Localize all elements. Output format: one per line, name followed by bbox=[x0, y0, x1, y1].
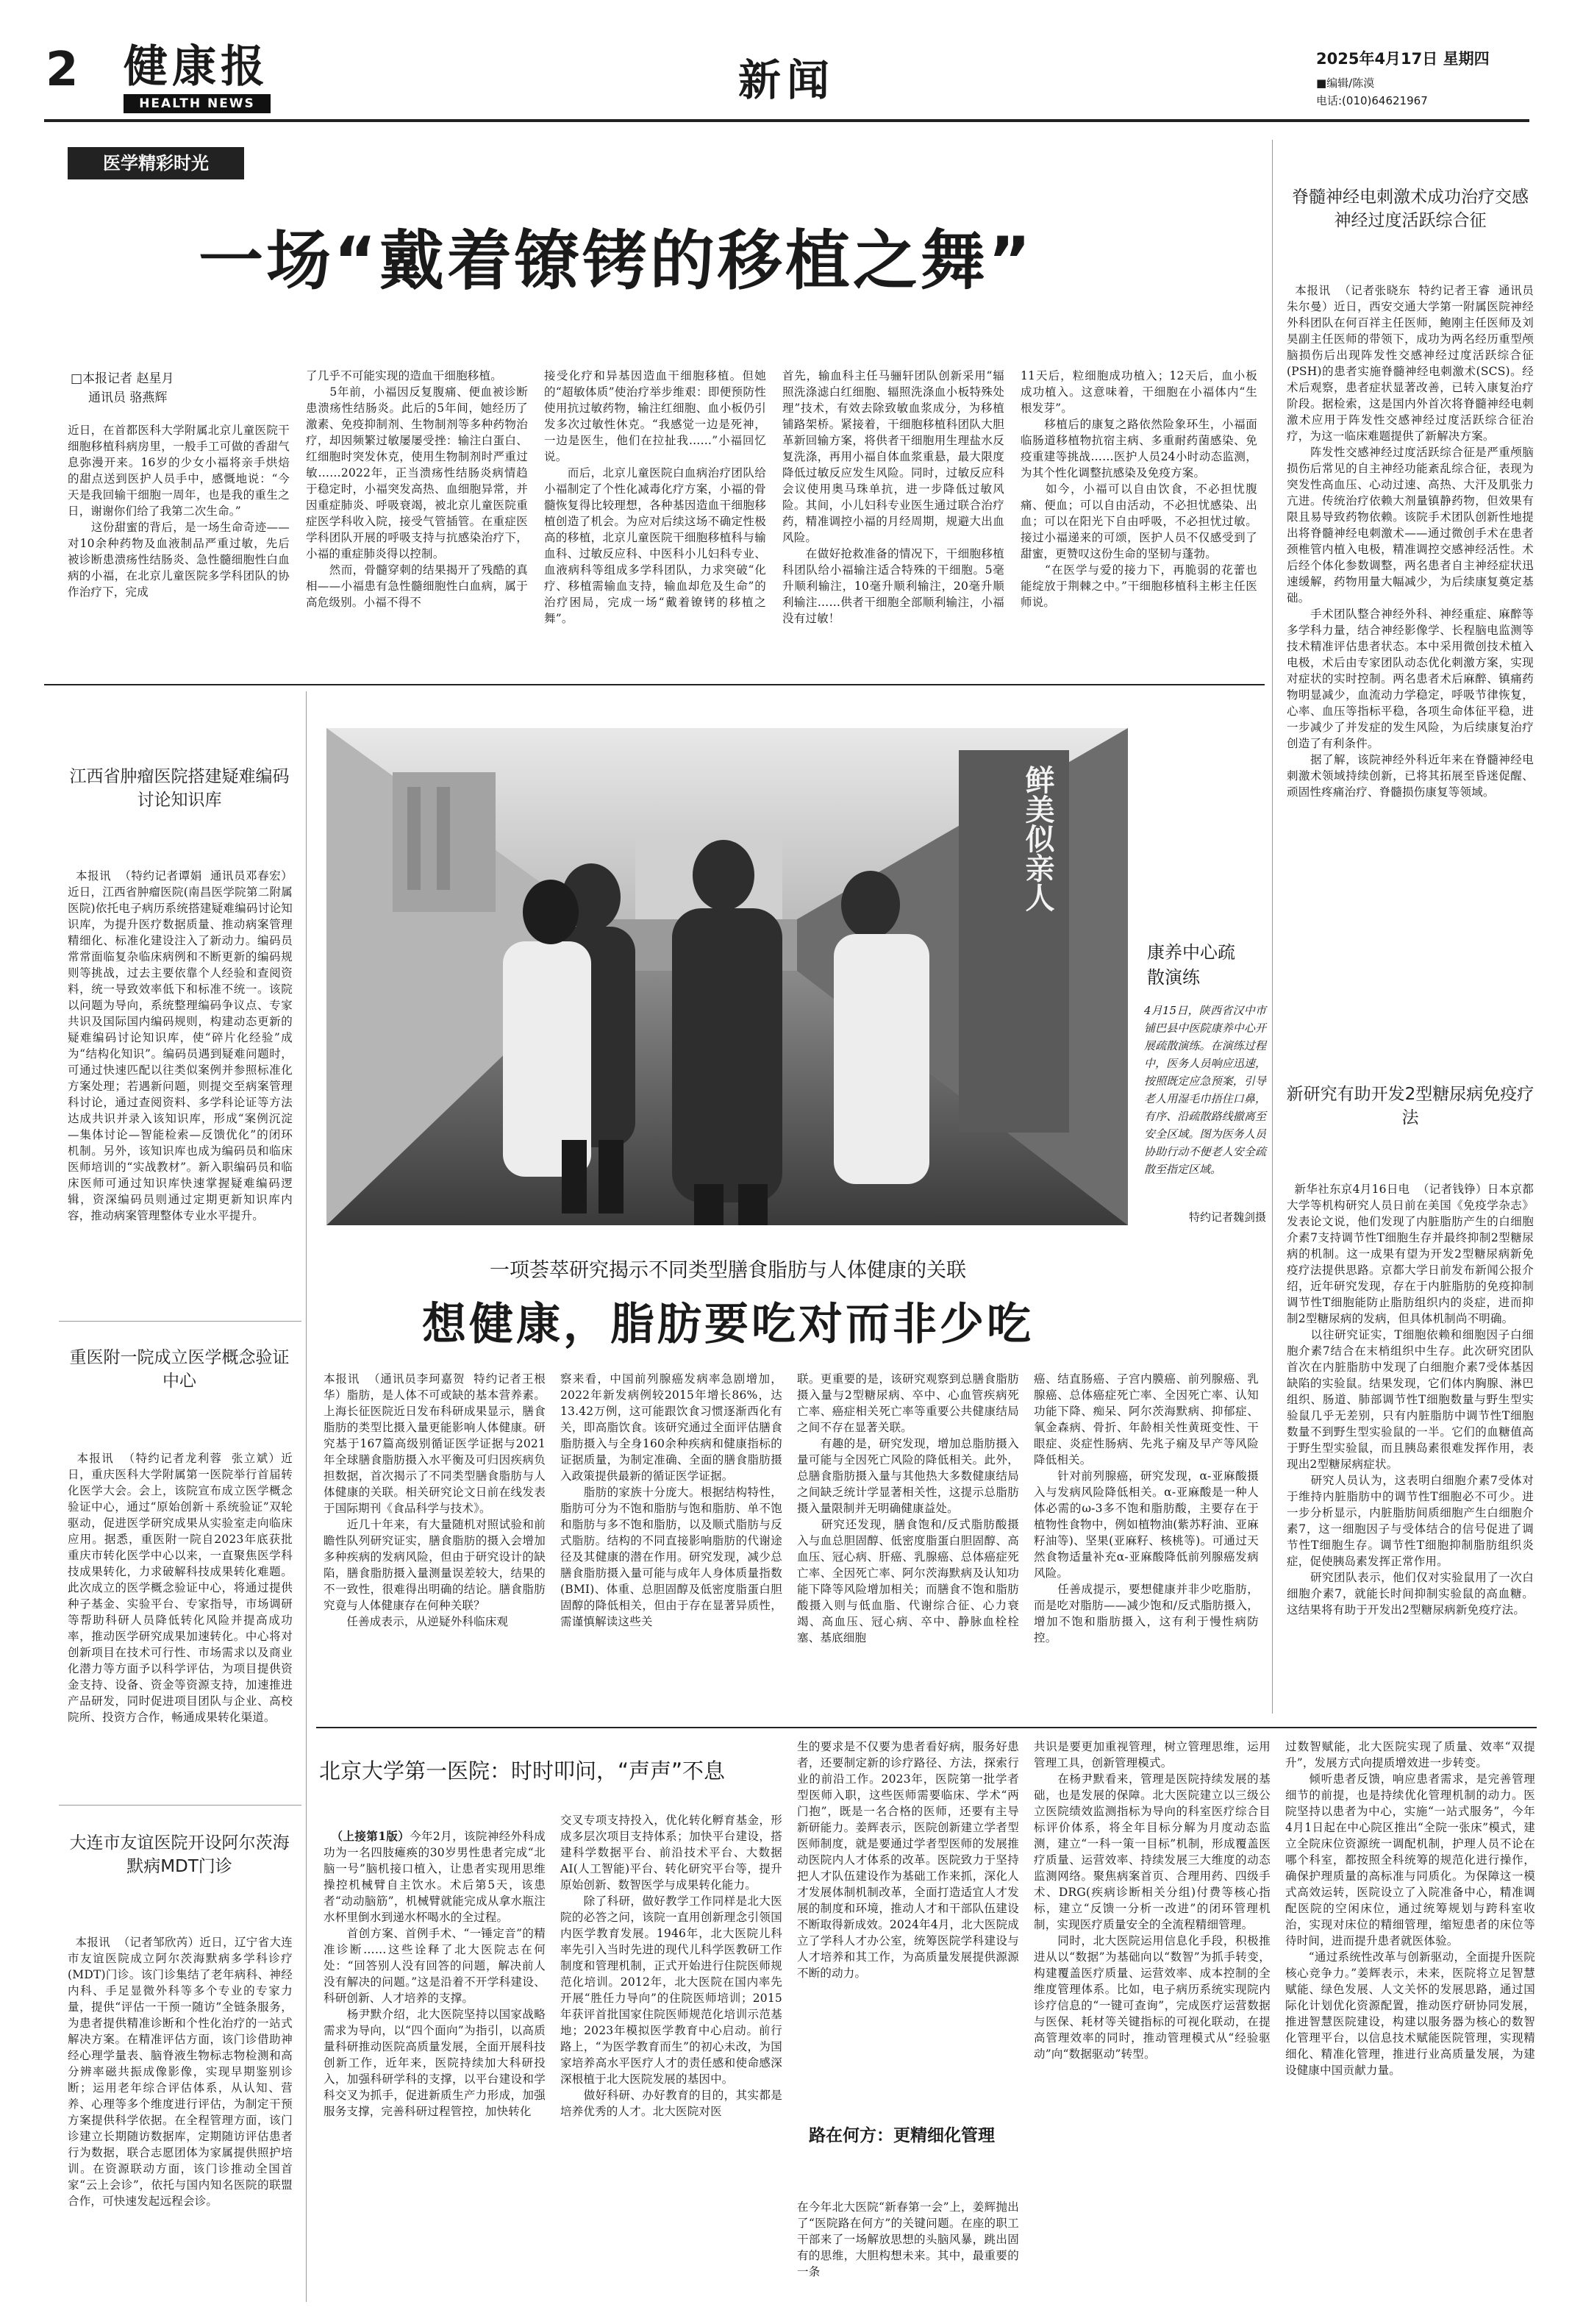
dalian-text: 在精准评估方面，该门诊借助神经心理学量表、脑脊液生物标志物检测和高分辨率磁共振成像影像，实现早期鉴别诊断；运用老年综合评估体系，从认知、营养、心理等多个维度进行评估，为制定干预方案提供科学依据。在全程管理方面，该门诊建立长期随访数据库，定期随访评估患者行为数据，联合志愿团体为家属提供照护培训。在资源联动方面，该门诊推动全国首家“云上会诊”，依托与国内知名医院的联盟合作，可快速发起远程会诊。 bbox=[68, 2033, 293, 2208]
spine-title: 脊髓神经电刺激术成功治疗交感神经过度活跃综合征 bbox=[1292, 188, 1529, 230]
lead-body-col5: 11天后，粒细胞成功植入；12天后，血小板成功植入。这意味着，干细胞在小福体内“生根发芽”。 移植后的康复之路依然险象环生，小福面临肠道移植物抗宿主病、多重耐药菌感染、免疫重建等挑战……医护人员24小时动态监测，为其个性化调整抗感染及免疫方案。 如今，小福可以自由饮食，不必担忧腹痛、便血；可以自由活动，不必担忧感染、出血；可以在阳光下自由呼吸，不必担忧过敏。接过小福递来的可颂，医护人员不仅感受到了甜蜜，更赞叹这份生命的坚韧与蓬勃。 “在医学与爱的接力下，再脆弱的花蕾也能绽放于荆棘之中。”干细胞移植科主彬主任医师说。 bbox=[1021, 369, 1257, 609]
diabetes-byline: 新华社东京4月16日电 （记者钱铮）日本京都大学等机构研究人员日前在美国《免疫学杂志》发表论文说，他们发现了内脏脂肪产生的白细胞介素7支持调节性T细胞生存并最终抑制2型糖尿病的机制。这一成果有望为开发2型糖尿病新免疫疗法提供思路。 bbox=[1287, 1183, 1534, 1277]
pku-body-col1 bbox=[324, 1812, 546, 2300]
pku-continuation: （上接第1版） bbox=[331, 1829, 410, 1843]
diabetes-title: 新研究有助开发2型糖尿病免疫疗法 bbox=[1286, 1085, 1535, 1127]
fat-body-col4: 癌、结直肠癌、子宫内膜癌、前列腺癌、乳腺癌、总体癌症死亡率、全因死亡率、认知功能下降、痴呆、阿尔茨海默病、抑郁症、氧金森病、骨折、年龄相关性黄斑变性、干眼症、炎症性肠病、先兆子痫及早产等风险降低相关。 针对前列腺癌，研究发现，α-亚麻酸摄入与发病风险降低相关。α-亚麻酸是一种人体必需的ω-3多不饱和脂肪酸，主要存在于植物性食物中，例如植物油(紫苏籽油、亚麻籽油等)、坚果(亚麻籽、核桃等)。可通过天然食物适量补充α-亚麻酸降低前列腺癌发病风险。 任善成提示，要想健康并非少吃脂肪，而是吃对脂肪——减少饱和/反式脂肪摄入，增加不饱和脂肪摄入，这有利于慢性病防控。 bbox=[1034, 1372, 1259, 1644]
pku-body-col4: 共识是要更加重视管理，树立管理思维，运用管理工具，创新管理模式。 在杨尹默看来，管理是医院持续发展的基础，也是发展的保障。北大医院建立以三级公立医院绩效监测指标为导向的科室医疗综合目标评价体系，将全年目标分解为月度动态监测，建立“一科一策一目标”机制，形成覆盖医疗质量、运营效率、持续发展三大维度的动态监测网络。聚焦病案首页、合理用药、四级手术、DRG(疾病诊断相关分组)付费等核心指标，建立“反馈一分析一改进”的闭环管理机制，实现医疗质量安全的全流程精细管理。 同时，北大医院运用信息化手段，积极推进从以“数据”为基础向以“数智”为抓手转变，构建覆盖医疗质量、运营效率、成本控制的全维度管理体系。比如，电子病历系统实现院内诊疗信息的“一键可查询”，完成医疗运营数据与医保、耗材等关键指标的可视化联动，在提高管理效率的同时，推动管理模式从“经验驱动”向“数据驱动”转型。 bbox=[1034, 1740, 1271, 2061]
pku-body-col3: 生的要求是不仅要为患者看好病，服务好患者，还要制定新的诊疗路径、方法，探索行业的前沿工作。2023年，医院第一批学者型医师入职，这些医师需要临床、学术“两门抱”，既是一名合格的医师，还要有主导新研能力。姜辉表示，医院创新建立学者型医师制度，就是要通过学者型医师的发展推动医院内人才体系的改革。医院致力于坚持把人才队伍建设作为基础工作来抓，深化人才发展体制机制改革，全面打造适宜人才发展的制度和环境，推动人才和干部队伍建设不断取得新成效。2024年4月，北大医院成立了学科人才办公室，统筹医院学科建设与人才培养和其工作，为高质量发展提供源源不断的动力。 bbox=[797, 1740, 1019, 1980]
fat-body-col3: 联。更重要的是，该研究观察到总膳食脂肪摄入量与2型糖尿病、卒中、心血管疾病死亡率、癌症相关死亡率等重要公共健康结局之间不存在显著关联。 有趣的是，研究发现，增加总脂肪摄入量可能与全因死亡风险的降低相关。此外，总膳食脂肪摄入量与其他热大多数健康结局之间缺乏统计学显著相关性，这提示总脂肪摄入量限制并无明确健康益处。 研究还发现，膳食饱和/反式脂肪酸摄入与血总胆固醇、低密度脂蛋白胆固醇、高血压、冠心病、肝癌、乳腺癌、总体癌症死亡率、全因死亡率、阿尔茨海默病及认知功能下降等风险增加相关；而膳食不饱和脂肪酸摄入则与低血脂、代谢综合征、心力衰竭、高血压、冠心病、卒中、静脉血栓栓塞、基底细胞 bbox=[797, 1372, 1019, 1644]
jiangxi-body bbox=[68, 852, 293, 1308]
lead-body-col1: 近日，在首都医科大学附属北京儿童医院干细胞移植科病房里，一般手工可做的香甜气息弥漫开来。16岁的少女小福将亲手烘焙的甜点送到医护人员手中，感慨地说：“今天是我回输干细胞一周年，也是我的重生之日，谢谢你们给了我第二次生命。” 这份甜蜜的背后，是一场生命奇迹——对10余种药物及血液制品严重过敏，先后被诊断患溃疡性结肠炎、急性髓细胞性白血病的小福，在北京儿童医院多学科团队的协作治疗下，完成 bbox=[68, 424, 290, 599]
editor-line: ■编辑/陈漠 bbox=[1316, 76, 1375, 90]
jiangxi-byline: 本报讯 （特约记者谭娟 通讯员邓春宏）近日，江西省肿瘤医院(南昌医学院第二附属医院)依托电子病历系统搭建疑难编码讨论知识库，为提升医疗数据质量、推动病案管理精细化、标准化建设注入了新动力。 bbox=[68, 869, 293, 947]
pku-body-col3b: 在今年北大医院“新春第一会”上，姜辉抛出了“医院路在何方”的关键问题。在座的职工干部来了一场解放思想的头脑风暴，跳出固有的思维，大胆构想未来。其中，最重要的一条 bbox=[797, 2200, 1019, 2278]
chongqing-body bbox=[68, 1434, 293, 1793]
fat-kicker: 一项荟萃研究揭示不同类型膳食脂肪与人体健康的关联 bbox=[490, 1259, 966, 1282]
chongqing-text: 据悉，重医附一院自2023年底获批重庆市转化医学中心以来，一直聚焦医学科技成果转化，力求破解科技成果转化难题。此次成立的医学概念验证中心，将通过提供种子基金、实验平台、专家指导，市场调研等帮助科研人员降低转化风险并提高成功率，推动医学研究成果加速转化。中心将对创新项目在技术可行性、市场需求以及商业化潜力等方面予以科学评估，为项目提供资金支持、设备、资金等资源支持，加速推进产品研发，同时促进项目团队与企业、高校院所、投资方合作，畅通成果转化渠道。 bbox=[68, 1533, 293, 1724]
lead-body-col4: 首先，输血科主任马骊轩团队创新采用“辐照洗涤滤白红细胞、辐照洗涤血小板特殊处理”技术，有效去除致敏血浆成分，为移植铺路架桥。紧接着，干细胞移植科团队大胆革新回输方案，将供者干细胞用生理盐水反复洗涤，再用小福自体血浆重悬，最大限度降低过敏反应发生风险。同时，过敏反应科会议使用奥马珠单抗，进一步降低过敏风险。其间，小儿妇科专业医生通过联合治疗药，精准调控小福的月经周期，规避大出血风险。 在做好抢救准备的情况下，干细胞移植科团队给小福输注适合特殊的干细胞。5毫升顺利输注，10毫升顺利输注，20毫升顺利输注……供者干细胞全部顺利输注，小福没有过敏！ bbox=[782, 369, 1004, 625]
pku-divider bbox=[316, 1727, 1537, 1728]
right-column-rule bbox=[1272, 140, 1273, 1714]
wall-sign: 鲜美似亲人 bbox=[1021, 765, 1055, 912]
spine-byline: 本报讯 （记者张晓东 特约记者王睿 通讯员朱尔曼）近日，西安交通大学第一附属医院神经外科团队在何百祥主任医师，鲍刚主任医师及刘昊副主任医师的带领下，成功为两名经历重型颅脑损伤后出现阵发性交感神经过度活跃综合征(PSH)的患者实施脊髓神经电刺激术(SCS)。经术后观察，患者症状显著改善，已转入康复治疗阶段。 bbox=[1287, 284, 1534, 410]
column-tag: 医学精彩时光 bbox=[68, 147, 244, 179]
fat-body-col2: 察来看，中国前列腺癌发病率急剧增加，2022年新发病例较2015年增长86%，达13.42万例，这可能跟饮食习惯逐渐西化有关，即高脂饮食。该研究通过全面评估膳食脂肪摄入与全身160余种疾病和健康指标的证据质量，为制定准确、全面的膳食脂肪摄入政策提供最新的循证医学证据。 脂肪的家族十分庞大。根据结构特性，脂肪可分为不饱和脂肪与饱和脂肪、单不饱和脂肪与多不饱和脂肪，以及顺式脂肪与反式脂肪。结构的不同直接影响脂肪的代谢途径及其健康的潜在作用。研究发现，减少总膳食脂肪摄入量可能与成年人身体质量指数(BMI)、体重、总胆固醇及低密度脂蛋白胆固醇的降低相关，但由于存在显著异质性，需谨慎解读这些关 bbox=[560, 1372, 782, 1628]
pku-body-col2: 交叉专项支持投入，优化转化孵育基金，形成多层次项目支持体系；加快平台建设，搭建科学数据平台、前沿技术平台、大数据AI(人工智能)平台、转化研究平台等，提升原始创新、数智医学与成果转化能力。 除了科研，做好教学工作同样是北大医院的必答之问，该院一直用创新理念引领国内医学教育发展。1946年，北大医院儿科率先引入当时先进的现代儿科学医教研工作制度和管理机制，正式开始进行住院医师规范化培训。2012年，北大医院在国内率先开展“胜任力导向”的住院医师培训；2015年获评首批国家住院医师规范化培训示范基地；2023年模拟医学教育中心启动。前行路上，“为医学教育而生”的初心未改，为国家培养高水平医疗人才的责任感和使命感深深根植于北大医院发展的基因中。 做好科研、办好教育的目的，其实都是培养优秀的人才。北大医院对医 bbox=[560, 1814, 782, 2118]
chongqing-byline: 本报讯 （特约记者龙利蓉 张立斌）近日，重庆医科大学附属第一医院举行首届转化医学大会。会上，该院宣布成立医学概念验证中心，通过“原始创新＋系统验证”双轮驱动，促进医学研究成果从实验室走向临床应用。 bbox=[68, 1452, 293, 1546]
pku-subhead: 路在何方：更精细化管理 bbox=[809, 2126, 995, 2145]
section-title: 新闻 bbox=[737, 55, 835, 105]
lead-body-col3: 接受化疗和异基因造血干细胞移植。但她的“超敏体质”使治疗举步维艰：即便预防性使用抗过敏药物，输注红细胞、血小板仍引发多次过敏性休克。“我感觉一边是死神，一边是医生，他们在拉扯我……”小福回忆说。 而后，北京儿童医院白血病治疗团队给小福制定了个性化减毒化疗方案，小福的骨髓恢复得比较理想，各种基因造血干细胞移植创造了机会。为应对后续这场不确定性极高的移植，北京儿童医院干细胞移植科与输血科、过敏反应科、中医科小儿妇科专业、血液病科等组成多学科团队，力求突破“化疗、移植需输血支持，输血却危及生命”的治疗困局，完成一场“戴着镣铐的移植之舞”。 bbox=[544, 369, 766, 625]
phone-line: 电话:(010)64621967 bbox=[1316, 94, 1428, 107]
jiangxi-text: 编码员常常面临复杂临床病例和不断更新的编码规则等挑战，过去主要依靠个人经验和查阅资料，统一导致效率低下和标准不统一。该院以问题为导向，系统整理编码争议点、专家共识及国际国内编码规则，构建动态更新的疑难编码讨论知识库，使“碎片化经验”成为“结构化知识”。编码员遇到疑难问题时，可通过快速匹配以往类似案例并参照标准化方案处理；若遇新问题，则提交至病案管理科讨论，通过查阅资料、多学科论证等方法达成共识并录入该知识库，形成“案例沉淀—集体讨论—智能检索—反馈优化”的闭环机制。另外，该知识库也成为编码员和临床医师培训的“实战教材”。新入职编码员和临床医师可通过知识库快速掌握疑难编码逻辑，资深编码员则通过定期更新知识库内容，推动病案管理整体专业水平提升。 bbox=[68, 934, 293, 1222]
diabetes-body bbox=[1287, 1165, 1534, 1702]
pku-headline: 北京大学第一医院：时时叩问，“声声”不息 bbox=[319, 1758, 726, 1783]
dalian-title: 大连市友谊医院开设阿尔茨海默病MDT门诊 bbox=[69, 1833, 290, 1876]
photo-headline: 康养中心疏散演练 bbox=[1147, 942, 1235, 988]
jiangxi-divider bbox=[59, 1321, 301, 1322]
pku-body-col5: 过数智赋能，北大医院实现了质量、效率“双提升”，发展方式向提质增效进一步转变。 倾听患者反馈，响应患者需求，是完善管理细节的前提，也是持续优化管理机制的动力。医院坚持以患者为中心，实施“一站式服务”，今年4月1日起在中心院区推出“全院一张床”模式，建立全院床位资源统一调配机制，护理人员不论在哪个科室，都按照全科统筹的规范化进行操作，确保护理质量的高标准与同质化。为保障这一模式高效运转，医院设立了入院准备中心，精准调配医院的空闲床位，通过统筹规划与跨科室收治，实现对床位的精细管理，缩短患者的床位等待时间，进而提升患者就医体验。 “通过系统性改革与创新驱动，全面提升医院核心竞争力。”姜辉表示，未来，医院将立足智慧赋能、绿色发展、人文关怀的发展思路，通过国际化计划优化资源配置，推动医疗研协同发展，推进智慧医院建设，构建以服务器为核心的数智化管理平台，以信息技术赋能医院管理，实现精细化、精准化管理，推进行业高质量发展，为建设健康中国贡献力量。 bbox=[1285, 1740, 1535, 2077]
dalian-body bbox=[68, 1918, 293, 2300]
lead-byline-correspondent: 通讯员 骆燕辉 bbox=[88, 391, 168, 405]
photo-caption: 4月15日，陕西省汉中市铺巴县中医院康养中心开展疏散演练。在演练过程中，医务人员响应迅速，按照既定应急预案，引导老人用湿毛巾捂住口鼻，有序、沿疏散路线撤离至安全区域。图为医务人员协助行动不便老人安全疏散至指定区域。 bbox=[1144, 1004, 1266, 1176]
photo-credit: 特约记者魏剑摄 bbox=[1188, 1211, 1266, 1224]
left-column-rule bbox=[306, 691, 307, 2302]
spine-body bbox=[1287, 266, 1534, 1072]
chongqing-title: 重医附一院成立医学概念验证中心 bbox=[69, 1348, 290, 1391]
pku-col1-text: 今年2月，该院神经外科成功为一名四肢瘫痪的30岁男性患者完成“北脑一号”脑机接口植入，让患者实现用思维操控机械臂自主饮水。术后第5天，该患者“动动脑筋”，机械臂就能完成从拿水瓶注水杯里倒水到递水杯喝水的全过程。 首创方案、首例手术、“一锤定音”的精准诊断……这些诠释了北大医院志在何处：“回答别人没有回答的问题，解决前人没有解决的问题。”这是沿着不开学科建设、科研创新、人才培养的支撑。 杨尹默介绍，北大医院坚持以国家战略需求为导向，以“四个面向”为指引，以高质量科研推动医院高质量发展，全面开展科技创新工作，近年来，医院持续加大科研投入，加强科研学科的支撑，以平台建设和学科交叉为抓手，促进新质生产力形成，加强服务支撑，完善科研过程管控，加快转化 bbox=[324, 1830, 546, 2118]
fat-headline: 想健康，脂肪要吃对而非少吃 bbox=[422, 1299, 1034, 1350]
fat-body-col1: 本报讯 （通讯员李珂嘉贺 特约记者王根华）脂肪，是人体不可或缺的基本营养素。上海长征医院近日发布科研成果显示，膳食脂肪的类型比摄入量更能影响人体健康。研究基于167篇高级别循证医学证据与2021年全球膳食脂肪摄入水平衡及可归因疾病负担数据，首次揭示了不同类型膳食脂肪与人体健康的关联。相关研究论文日前在线发表于国际期刊《食品科学与技术》。 近几十年来，有大量随机对照试验和前瞻性队列研究证实，膳食脂肪的摄入会增加多种疾病的发病风险，但由于研究设计的缺陷，膳食脂肪摄入量测量误差较大，结果的不一致性，很难得出明确的结论。膳食脂肪究竟与人体健康存在何种关联？ 任善成表示，从逆疑外科临床观 bbox=[324, 1372, 546, 1628]
page-number: 2 bbox=[46, 43, 79, 97]
drill-photo bbox=[326, 728, 1128, 1225]
paper-name: 健康报 bbox=[124, 41, 269, 93]
issue-date: 2025年4月17日 星期四 bbox=[1316, 50, 1490, 68]
dalian-byline: 本报讯 （记者邹欣芮）近日，辽宁省大连市友谊医院成立阿尔茨海默病多学科诊疗(MDT)门诊。该门诊集结了老年病科、神经内科、手足显微外科等多个专业的专家力量，提供“评估一干预一随访”全链条服务，为患者提供精准诊断和个性化治疗的一站式解决方案。 bbox=[68, 1936, 293, 2046]
jiangxi-title: 江西省肿瘤医院搭建疑难编码讨论知识库 bbox=[69, 767, 290, 810]
masthead-rule bbox=[44, 119, 1529, 122]
lead-headline: 一场“戴着镣铐的移植之舞” bbox=[199, 223, 1034, 299]
lead-divider bbox=[44, 684, 1265, 685]
chongqing-divider bbox=[59, 1805, 301, 1806]
lead-byline-reporter: □本报记者 赵星月 bbox=[71, 371, 174, 386]
paper-name-en: HEALTH NEWS bbox=[124, 94, 271, 113]
diabetes-text: 京都大学日前发布新闻公报介绍，近年研究发现，存在于内脏脂肪的免疫抑制调节性T细胞能防止脂肪组织内的炎症，进而抑制2型糖尿病的发病，但具体机制尚不明确。 以往研究证实，T细胞依赖和细胞因子白细胞介素7结合在末梢组织中生存。此次研究团队首次在内脏脂肪中发现了白细胞介素7受体基因缺陷的实验鼠。结果发现，它们体内胸腺、淋巴组织、肠道、肺部调节性T细胞数量与野生型实验鼠几乎无差别，只有内脏脂肪中调节性T细胞数量不到野生型实验鼠的一半。它们的血糖值高于野生型实验鼠，而且胰岛素很难发挥作用，表现出2型糖尿病症状。 研究人员认为，这表明白细胞介素7受体对于维持内脏脂肪中的调节性T细胞必不可少。进一步分析显示，内脏脂肪间质细胞产生白细胞介素7，这一细胞因子与受体结合的信号促进了调节性T细胞生存。调节性T细胞抑制脂肪组织炎症，促使胰岛素发挥正常作用。 研究团队表示，他们仅对实验鼠用了一次白细胞介素7，就能长时间抑制实验鼠的高血糖。这结果将有助于开发出2型糖尿病新免疫疗法。 bbox=[1287, 1263, 1534, 1617]
lead-body-col2: 了几乎不可能实现的造血干细胞移植。 5年前，小福因反复腹痛、便血被诊断患溃疡性结肠炎。此后的5年间，她经历了激素、免疫抑制剂、生物制剂等多种药物治疗，却因频繁过敏屡屡受挫：输注白蛋白、红细胞时突发休克，使用生物制剂时严重过敏……2022年，正当溃疡性结肠炎病情趋于稳定时，小福突发高热、血细胞异常，并因重症肺炎、呼吸衰竭，被北京儿童医院重症医学科收入院，接受气管插管。在重症医学科团队开展的呼吸支持与抗感染治疗下，小福的重症肺炎得以控制。 然而，骨髓穿刺的结果揭开了残酷的真相——小福患有急性髓细胞性白血病，属于高危级别。小福不得不 bbox=[306, 369, 528, 609]
spine-text: 据检索，这是国内外首次将脊髓神经电刺激术应用于阵发性交感神经过度活跃综合征治疗，为这一临床难题提供了新解决方案。 阵发性交感神经过度活跃综合征是严重颅脑损伤后常见的自主神经功能紊乱综合征，表现为突发性高血压、心动过速、高热、大汗及肌张力亢进。传统治疗依赖大剂量镇静药物，但效果有限且易导致药物依赖。该院手术团队创新性地提出将脊髓神经电刺激术——通过微创手术在患者颈椎管内植入电极，精准调控交感神经活性。术后经个体化参数调整，两名患者自主神经症状迅速缓解，药物用量大幅减少，为后续康复奠定基础。 手术团队整合神经外科、神经重症、麻醉等多学科力量，结合神经影像学、长程脑电监测等技术精准评估患者状态。本中采用微创技术植入电极，术后由专家团队动态优化刺激方案，实现对症状的实时控制。两名患者术后麻醉、镇痛药物明显减少，血流动力学稳定，呼吸节律恢复，心率、血压等指标平稳，各项生命体征平稳，进一步减少了并发症的发生风险，为后续康复治疗创造了有利条件。 据了解，该院神经外科近年来在脊髓神经电刺激术领域持续创新，已将其拓展至昏迷促醒、顽固性疼痛治疗、脊髓损伤康复等领域。 bbox=[1287, 397, 1534, 799]
